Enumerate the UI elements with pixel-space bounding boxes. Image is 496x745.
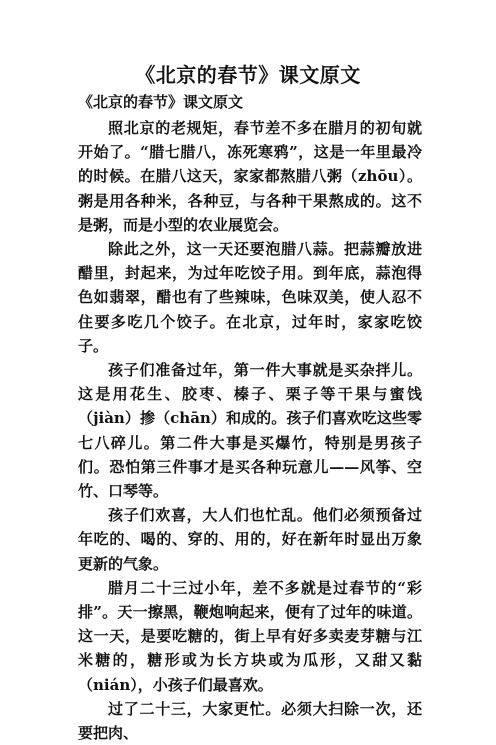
paragraph-4: 孩子们欢喜，大人们也忙乱。他们必须预备过年吃的、喝的、穿的、用的，好在新年时显出万象更新的气象。 <box>78 506 422 573</box>
paragraph-2: 除此之外，这一天还要泡腊八蒜。把蒜瓣放进醋里，封起来，为过年吃饺子用。到年底，蒜泡得色如翡翠，醋也有了些辣味，色味双美，使人忍不住要多吃几个饺子。在北京，过年时，家家吃饺子。 <box>78 240 422 355</box>
paragraph-1: 照北京的老规矩，春节差不多在腊月的初旬就开始了。“腊七腊八，冻死寒鸦”，这是一年里最冷的时候。在腊八这天，家家都熬腊八粥（zhōu）。粥是用各种米，各种豆，与各种干果熬成的。这不是粥，而是小型的农业展览会。 <box>78 119 422 234</box>
document-subtitle: 《北京的春节》课文原文 <box>78 93 244 111</box>
paragraph-3: 孩子们准备过年，第一件大事就是买杂拌儿。这是用花生、胶枣、榛子、栗子等干果与蜜饯（jiàn）掺（chān）和成的。孩子们喜欢吃这些零七八碎儿。第二件大事是买爆竹，特别是男孩子们。恐怕第三件事才是买各种玩意儿——风筝、空竹、口琴等。 <box>78 361 422 501</box>
paragraph-6: 过了二十三，大家更忙。必须大扫除一次，还要把肉、 <box>78 699 422 743</box>
document-title: 《北京的春节》课文原文 <box>135 63 361 87</box>
paragraph-5: 腊月二十三过小年，差不多就是过春节的“彩排”。天一擦黑，鞭炮响起来，便有了过年的味道。这一天，是要吃糖的，街上早有好多卖麦芽糖与江米糖的，糖形或为长方块或为瓜形，又甜又黏（nián），小孩子们最喜欢。 <box>78 578 422 694</box>
document-body <box>78 116 422 745</box>
